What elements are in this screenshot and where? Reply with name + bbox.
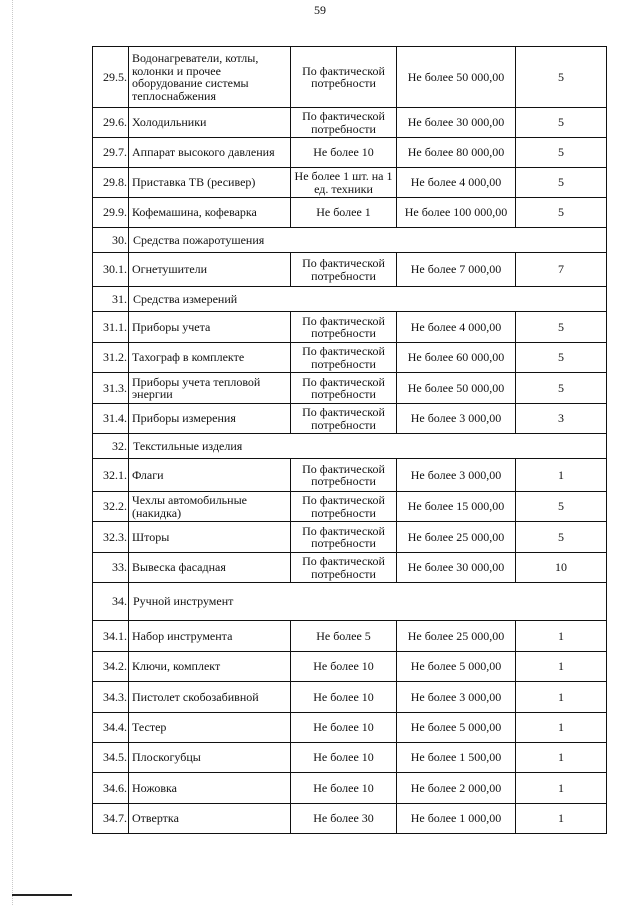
table-row xyxy=(93,373,607,404)
item-quantity-basis: Не более 10 xyxy=(291,713,397,743)
item-name: Ножовка xyxy=(129,773,291,804)
table-row xyxy=(93,713,607,743)
item-max-price: Не более 4 000,00 xyxy=(397,168,516,198)
item-number: 32.2. xyxy=(93,492,129,522)
footer-rule xyxy=(12,894,72,896)
item-name: Приборы учета xyxy=(129,312,291,343)
item-number: 34.4. xyxy=(93,713,129,743)
item-quantity-basis: Не более 10 xyxy=(291,682,397,713)
table-row xyxy=(93,773,607,804)
item-service-life: 1 xyxy=(516,682,607,713)
item-max-price: Не более 2 000,00 xyxy=(397,773,516,804)
item-max-price: Не более 15 000,00 xyxy=(397,492,516,522)
table-row xyxy=(93,492,607,522)
item-number: 33. xyxy=(93,553,129,583)
item-quantity-basis: По фактической потребности xyxy=(291,253,397,287)
item-service-life: 5 xyxy=(516,108,607,138)
table-row xyxy=(93,47,607,108)
item-max-price: Не более 5 000,00 xyxy=(397,713,516,743)
section-row xyxy=(93,583,607,621)
item-quantity-basis: Не более 5 xyxy=(291,621,397,652)
item-number: 32.1. xyxy=(93,459,129,492)
section-title: Ручной инструмент xyxy=(129,583,607,621)
section-title: Текстильные изделия xyxy=(129,434,607,459)
table-row xyxy=(93,253,607,287)
table-row xyxy=(93,404,607,434)
item-name: Холодильники xyxy=(129,108,291,138)
item-quantity-basis: Не более 30 xyxy=(291,804,397,834)
item-number: 31.1. xyxy=(93,312,129,343)
item-service-life: 1 xyxy=(516,459,607,492)
item-service-life: 5 xyxy=(516,47,607,108)
item-number: 29.6. xyxy=(93,108,129,138)
item-number: 31.3. xyxy=(93,373,129,404)
item-quantity-basis: По фактической потребности xyxy=(291,343,397,373)
item-number: 34.1. xyxy=(93,621,129,652)
item-name: Кофемашина, кофеварка xyxy=(129,198,291,228)
item-number: 32.3. xyxy=(93,522,129,553)
item-service-life: 1 xyxy=(516,713,607,743)
item-quantity-basis: Не более 10 xyxy=(291,743,397,773)
table-row xyxy=(93,108,607,138)
item-max-price: Не более 25 000,00 xyxy=(397,522,516,553)
table-row xyxy=(93,743,607,773)
table-body xyxy=(93,47,607,834)
item-service-life: 5 xyxy=(516,492,607,522)
item-max-price: Не более 3 000,00 xyxy=(397,682,516,713)
item-number: 34.3. xyxy=(93,682,129,713)
item-quantity-basis: Не более 10 xyxy=(291,138,397,168)
item-name: Вывеска фасадная xyxy=(129,553,291,583)
item-max-price: Не более 1 000,00 xyxy=(397,804,516,834)
table-row xyxy=(93,198,607,228)
section-row xyxy=(93,287,607,312)
item-max-price: Не более 3 000,00 xyxy=(397,404,516,434)
item-name: Флаги xyxy=(129,459,291,492)
table-row xyxy=(93,553,607,583)
item-name: Пистолет скобозабивной xyxy=(129,682,291,713)
item-max-price: Не более 30 000,00 xyxy=(397,108,516,138)
item-service-life: 7 xyxy=(516,253,607,287)
item-quantity-basis: По фактической потребности xyxy=(291,459,397,492)
item-number: 34.5. xyxy=(93,743,129,773)
item-max-price: Не более 7 000,00 xyxy=(397,253,516,287)
section-row xyxy=(93,228,607,253)
item-number: 31.2. xyxy=(93,343,129,373)
item-quantity-basis: По фактической потребности xyxy=(291,312,397,343)
table-row xyxy=(93,804,607,834)
item-name: Плоскогубцы xyxy=(129,743,291,773)
item-name: Отвертка xyxy=(129,804,291,834)
item-number: 34.7. xyxy=(93,804,129,834)
item-service-life: 10 xyxy=(516,553,607,583)
item-quantity-basis: По фактической потребности xyxy=(291,404,397,434)
item-name: Приборы измерения xyxy=(129,404,291,434)
item-quantity-basis: Не более 1 шт. на 1 ед. техники xyxy=(291,168,397,198)
item-service-life: 1 xyxy=(516,652,607,682)
item-name: Водонагреватели, котлы, колонки и прочее оборудование системы теплоснабжения xyxy=(129,47,291,108)
page-number: 59 xyxy=(314,3,326,17)
item-service-life: 1 xyxy=(516,773,607,804)
scan-edge-line xyxy=(12,0,13,905)
item-quantity-basis: Не более 10 xyxy=(291,773,397,804)
section-title: Средства измерений xyxy=(129,287,607,312)
section-number: 30. xyxy=(93,228,129,253)
item-name: Набор инструмента xyxy=(129,621,291,652)
item-max-price: Не более 1 500,00 xyxy=(397,743,516,773)
item-name: Тахограф в комплекте xyxy=(129,343,291,373)
item-name: Аппарат высокого давления xyxy=(129,138,291,168)
item-quantity-basis: По фактической потребности xyxy=(291,373,397,404)
item-quantity-basis: По фактической потребности xyxy=(291,47,397,108)
norms-table xyxy=(92,46,607,834)
item-number: 29.9. xyxy=(93,198,129,228)
table-row xyxy=(93,312,607,343)
item-name: Ключи, комплект xyxy=(129,652,291,682)
item-service-life: 5 xyxy=(516,198,607,228)
item-service-life: 5 xyxy=(516,373,607,404)
item-number: 31.4. xyxy=(93,404,129,434)
item-name: Чехлы автомобильные (накидка) xyxy=(129,492,291,522)
table-row xyxy=(93,138,607,168)
item-name: Шторы xyxy=(129,522,291,553)
item-quantity-basis: Не более 10 xyxy=(291,652,397,682)
item-max-price: Не более 50 000,00 xyxy=(397,373,516,404)
table-row xyxy=(93,522,607,553)
table-row xyxy=(93,459,607,492)
item-quantity-basis: По фактической потребности xyxy=(291,553,397,583)
item-max-price: Не более 100 000,00 xyxy=(397,198,516,228)
section-number: 31. xyxy=(93,287,129,312)
item-number: 29.7. xyxy=(93,138,129,168)
item-name: Приставка ТВ (ресивер) xyxy=(129,168,291,198)
table-row xyxy=(93,168,607,198)
section-number: 34. xyxy=(93,583,129,621)
item-quantity-basis: По фактической потребности xyxy=(291,492,397,522)
item-max-price: Не более 80 000,00 xyxy=(397,138,516,168)
item-quantity-basis: Не более 1 xyxy=(291,198,397,228)
item-name: Приборы учета тепловой энергии xyxy=(129,373,291,404)
item-quantity-basis: По фактической потребности xyxy=(291,108,397,138)
item-max-price: Не более 4 000,00 xyxy=(397,312,516,343)
item-number: 34.2. xyxy=(93,652,129,682)
item-service-life: 5 xyxy=(516,343,607,373)
item-service-life: 5 xyxy=(516,312,607,343)
item-max-price: Не более 5 000,00 xyxy=(397,652,516,682)
item-service-life: 3 xyxy=(516,404,607,434)
item-name: Тестер xyxy=(129,713,291,743)
item-service-life: 1 xyxy=(516,621,607,652)
table-row xyxy=(93,682,607,713)
item-number: 29.5. xyxy=(93,47,129,108)
item-max-price: Не более 25 000,00 xyxy=(397,621,516,652)
item-max-price: Не более 3 000,00 xyxy=(397,459,516,492)
section-number: 32. xyxy=(93,434,129,459)
item-number: 34.6. xyxy=(93,773,129,804)
item-service-life: 5 xyxy=(516,168,607,198)
item-max-price: Не более 60 000,00 xyxy=(397,343,516,373)
item-name: Огнетушители xyxy=(129,253,291,287)
item-max-price: Не более 30 000,00 xyxy=(397,553,516,583)
item-service-life: 5 xyxy=(516,522,607,553)
item-service-life: 5 xyxy=(516,138,607,168)
item-quantity-basis: По фактической потребности xyxy=(291,522,397,553)
section-row xyxy=(93,434,607,459)
section-title: Средства пожаротушения xyxy=(129,228,607,253)
table-row xyxy=(93,652,607,682)
item-number: 29.8. xyxy=(93,168,129,198)
item-max-price: Не более 50 000,00 xyxy=(397,47,516,108)
table-row xyxy=(93,621,607,652)
item-number: 30.1. xyxy=(93,253,129,287)
item-service-life: 1 xyxy=(516,743,607,773)
table-row xyxy=(93,343,607,373)
item-service-life: 1 xyxy=(516,804,607,834)
